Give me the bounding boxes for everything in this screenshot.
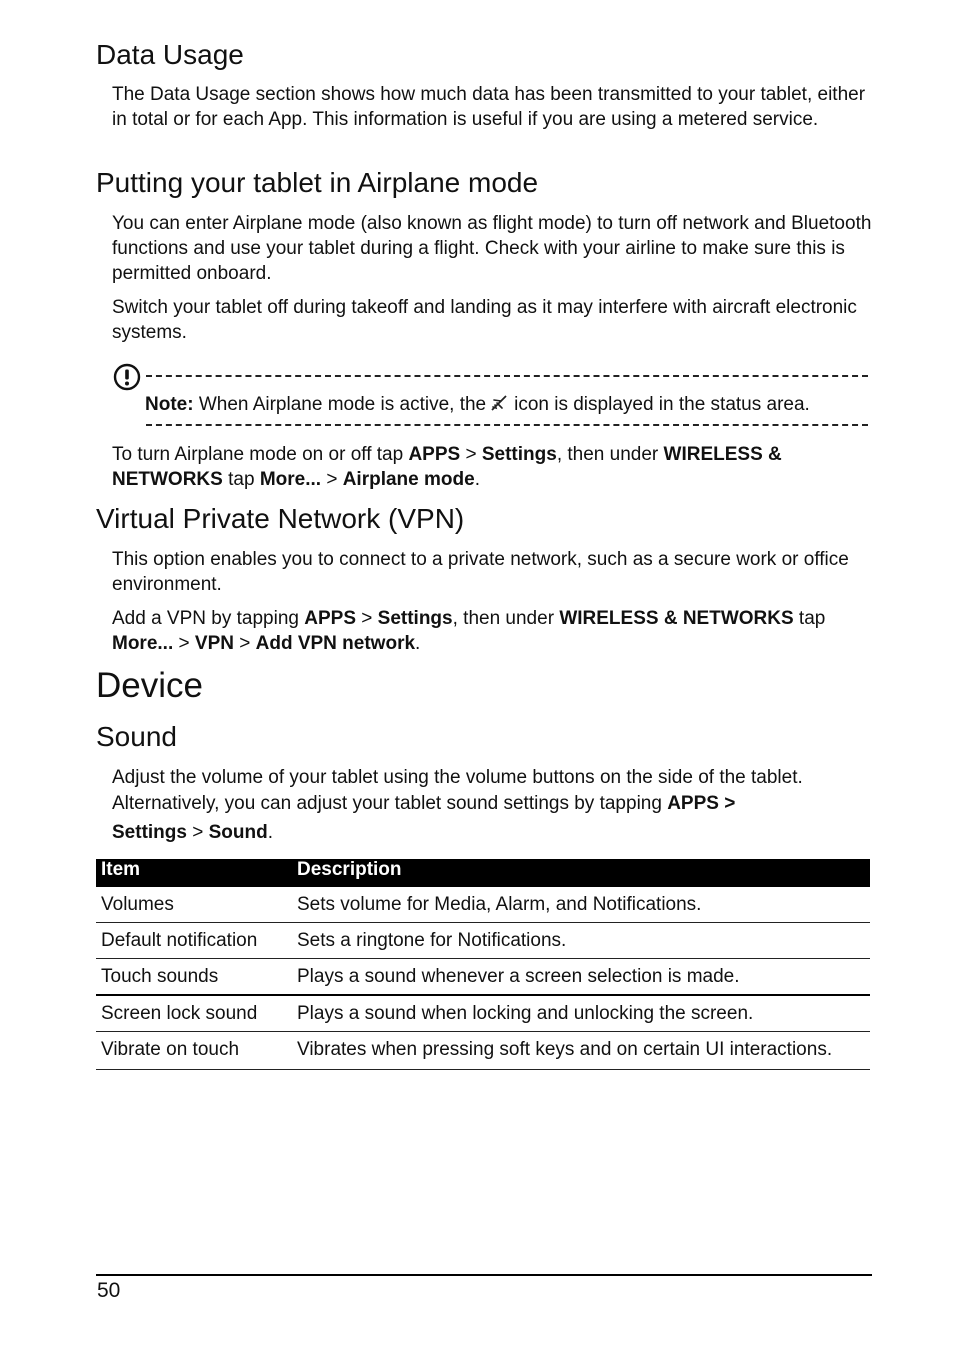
airplane-icon: [490, 394, 508, 412]
bold-settings: Settings: [112, 822, 187, 843]
table-cell-item: Screen lock sound: [96, 995, 292, 1032]
bold-airplane-mode: Airplane mode: [342, 469, 475, 490]
note-divider-bottom: [146, 424, 868, 426]
table-cell-description: Sets volume for Media, Alarm, and Notifications.: [292, 887, 870, 923]
bold-settings: Settings: [481, 444, 557, 465]
bold-add-vpn-network: Add VPN network: [255, 633, 416, 654]
heading-data-usage: Data Usage: [96, 39, 244, 70]
table-cell-item: Touch sounds: [96, 959, 292, 996]
note-text-before: When Airplane mode is active, the: [198, 394, 487, 415]
caution-icon: [113, 363, 141, 391]
sound-settings-table: [96, 859, 870, 1070]
page-number: 50: [97, 1279, 121, 1302]
bold-sound: Sound: [208, 822, 268, 843]
table-cell-description: Vibrates when pressing soft keys and on certain UI interactions.: [292, 1032, 870, 1070]
table-cell-item: Default notification: [96, 923, 292, 959]
bold-apps: APPS >: [667, 793, 736, 814]
table-cell-item: Volumes: [96, 887, 292, 923]
note: [145, 392, 875, 417]
vpn-para-1: This option enables you to connect to a private network, such as a secure work or office environment.: [112, 549, 849, 595]
table-row: [96, 959, 870, 996]
bold-wireless-networks: WIRELESS & NETWORKS: [112, 444, 782, 490]
vpn-instructions: Add a VPN by tapping APPS > Settings, then under WIRELESS & NETWORKS tap More... > VPN > Add VPN network.: [112, 608, 826, 654]
note-label: Note:: [145, 394, 194, 415]
table-row: [96, 1032, 870, 1070]
airplane-para-1: You can enter Airplane mode (also known as flight mode) to turn off network and Bluetooth functions and use your tablet during a flight. Check with your airline to make sure this is permitted onboard.: [112, 213, 872, 284]
table-row: [96, 923, 870, 959]
table-row: [96, 887, 870, 923]
heading-sound: Sound: [96, 721, 177, 752]
heading-vpn: Virtual Private Network (VPN): [96, 503, 465, 534]
table-cell-description: Plays a sound when locking and unlocking the screen.: [292, 995, 870, 1032]
note-text-after: icon is displayed in the status area.: [514, 394, 810, 415]
table-header-row: [96, 859, 870, 887]
airplane-para-2: Switch your tablet off during takeoff and landing as it may interfere with aircraft electronic systems.: [112, 297, 857, 343]
table-cell-item: Vibrate on touch: [96, 1032, 292, 1070]
note-divider-top: [146, 375, 868, 377]
bold-wireless-networks: WIRELESS & NETWORKS: [559, 608, 794, 629]
bold-apps: APPS: [408, 444, 461, 465]
footer-rule: [96, 1274, 872, 1276]
data-usage-body: The Data Usage section shows how much data has been transmitted to your tablet, either in total or for each App. This information is useful if you are using a metered service.: [112, 84, 866, 130]
heading-airplane-mode: Putting your tablet in Airplane mode: [96, 167, 539, 198]
column-header-description: Description: [292, 859, 870, 887]
bold-more: More...: [112, 633, 174, 654]
column-header-item: Item: [96, 859, 292, 887]
bold-vpn: VPN: [194, 633, 234, 654]
table-row: [96, 995, 870, 1032]
bold-apps: APPS: [304, 608, 356, 629]
heading-device: Device: [96, 666, 203, 705]
airplane-instructions: To turn Airplane mode on or off tap APPS > Settings, then under WIRELESS & NETWORKS tap More... > Airplane mode.: [112, 444, 782, 490]
bold-more: More...: [259, 469, 322, 490]
table-cell-description: Sets a ringtone for Notifications.: [292, 923, 870, 959]
table-cell-description: Plays a sound whenever a screen selection is made.: [292, 959, 870, 996]
bold-settings: Settings: [377, 608, 453, 629]
sound-intro: Adjust the volume of your tablet using the volume buttons on the side of the tablet. Alternatively, you can adjust your tablet sound settings by tapping APPS > Settings > Sound.: [112, 767, 803, 843]
